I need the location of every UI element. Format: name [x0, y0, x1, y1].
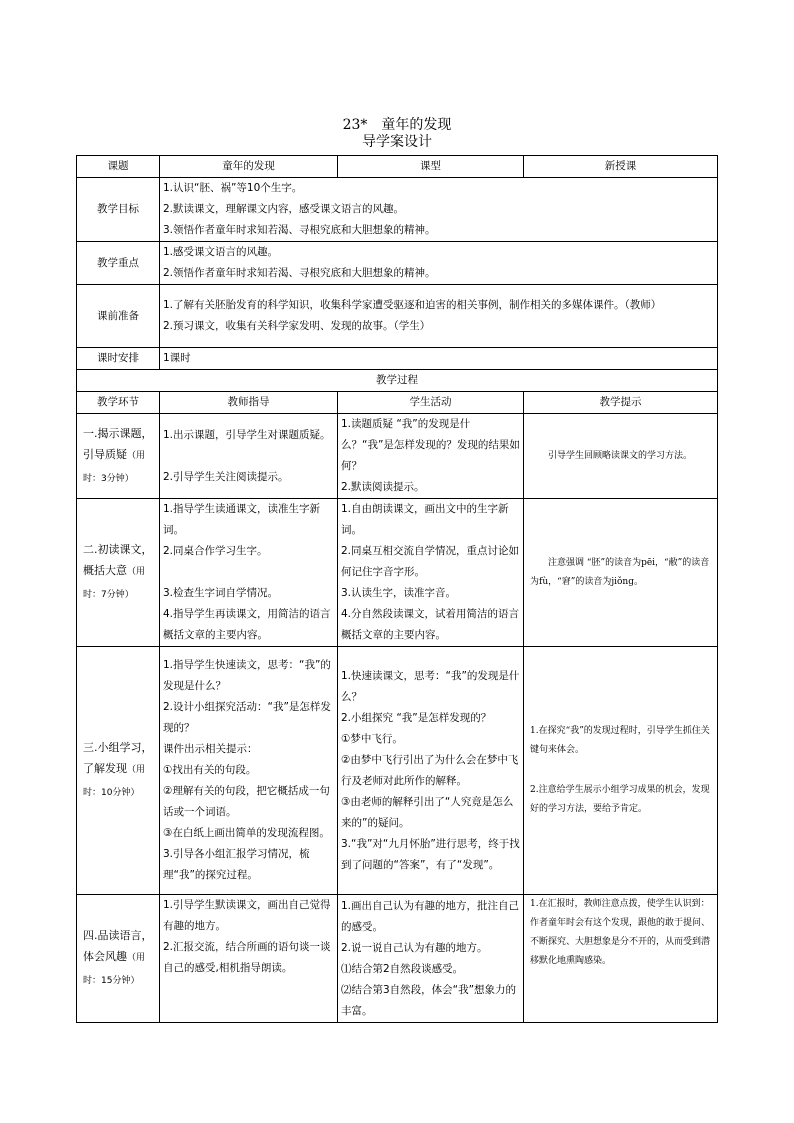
student-step: 4.分自然段读课文，试着用简洁的语言概括文章的主要内容。	[341, 608, 520, 641]
student-step: 2.说一说自己认为有趣的地方。	[341, 941, 488, 954]
prep-item: 1.了解有关胚胎发育的科学知识，收集科学家遭受驱逐和迫害的相关事例，制作相关的多媒体课件。（教师）	[163, 299, 662, 311]
teacher-guidance-cell	[160, 647, 338, 895]
prep-cell	[160, 285, 718, 348]
student-step: 1.读题质疑 “我”的发现是什么？“我”是怎样发现的？发现的结果如何？	[341, 418, 520, 472]
stage-name: 一.揭示课题，引导质疑	[83, 426, 153, 461]
topic-label: 课题	[77, 156, 160, 178]
stage-duration: （用时：15分钟）	[83, 953, 146, 986]
info-row-hours	[77, 348, 718, 370]
student-step: ⑴结合第2自然段谈感受。	[341, 962, 464, 975]
teacher-step: 1.指导学生快速读文，思考：“我”的发现是什么？	[163, 659, 331, 692]
keypoints-cell	[160, 242, 718, 285]
process-header-row	[77, 392, 718, 414]
stage-name: 三.小组学习，了解发现	[83, 741, 153, 775]
student-step: 1.快速读课文，思考：“我”的发现是什么？	[341, 669, 520, 703]
lesson-number: 23*	[342, 117, 368, 133]
stage-duration: （用时：3分钟）	[83, 450, 146, 484]
student-step: ②由梦中飞行引出了为什么会在梦中飞行及老师对此所作的解释。	[341, 753, 519, 787]
teacher-guidance-cell	[160, 414, 338, 499]
teacher-step: ①找出有关的句段。	[163, 764, 257, 776]
process-title-row	[77, 370, 718, 392]
spacer	[163, 562, 334, 583]
stage-cell	[77, 647, 160, 895]
teaching-tip-cell	[524, 414, 718, 499]
student-activity-cell	[338, 647, 524, 895]
spacer	[163, 446, 334, 467]
type-value: 新授课	[524, 156, 718, 178]
teaching-tip: 2.注意给学生展示小组学习成果的机会，发现好的学习方法，要给予肯定。	[530, 785, 710, 814]
document-subtitle: 导学案设计	[362, 134, 432, 150]
teacher-step: 3.引导各小组汇报学习情况，梳理“我”的探究过程。	[163, 848, 310, 881]
process-row	[77, 895, 718, 1023]
process-row	[77, 647, 718, 895]
spacer	[530, 760, 713, 781]
teacher-step: 3.检查生字词自学情况。	[163, 587, 279, 599]
teacher-step: 1.出示课题，引导学生对课题质疑。	[163, 428, 331, 441]
objective-item: 2.默读课文，理解课文内容，感受课文语言的风趣。	[163, 203, 405, 215]
lesson-title	[0, 117, 794, 133]
info-row-objectives	[77, 178, 718, 242]
teacher-step: 1.引导学生默读课文，画出自己觉得有趣的地方。	[163, 899, 331, 932]
process-section-title: 教学过程	[77, 370, 718, 392]
student-activity-cell	[338, 414, 524, 499]
column-header: 教师指导	[160, 392, 338, 414]
student-step: 1.自由朗读课文，画出文中的生字新词。	[341, 503, 509, 536]
stage-cell	[77, 499, 160, 647]
student-step: 1.画出自己认为有趣的地方，批注自己的感受。	[341, 899, 520, 933]
student-step: 3.认读生字，读准字音。	[341, 587, 457, 599]
process-row	[77, 499, 718, 647]
info-row-topic	[77, 156, 718, 178]
student-step: 2.默读阅读提示。	[341, 481, 425, 493]
stage-duration: （用时：10分钟）	[83, 765, 146, 798]
teacher-guidance-cell	[160, 895, 338, 1023]
student-activity-cell	[338, 895, 524, 1023]
teacher-step: 2.同桌合作学习生字。	[163, 545, 268, 557]
teacher-guidance-cell	[160, 499, 338, 647]
student-step: ③由老师的解释引出了“人究竟是怎么来的”的疑问。	[341, 795, 514, 829]
teacher-step: 4.指导学生再读课文，用简洁的语言概括文章的主要内容。	[163, 608, 331, 641]
teacher-step: 2.引导学生关注阅读提示。	[163, 470, 289, 483]
teacher-step: ③在白纸上画出简单的发现流程图。	[163, 827, 330, 839]
teaching-tip-cell	[524, 895, 718, 1023]
student-step: ①梦中飞行。	[341, 732, 403, 745]
stage-duration: （用时：7分钟）	[83, 567, 146, 600]
lesson-title-text: 童年的发现	[381, 117, 452, 133]
objectives-label: 教学目标	[77, 178, 160, 242]
student-step: 2.同桌互相交流自学情况，重点讨论如何记住字音字形。	[341, 545, 520, 578]
teaching-tip-cell	[524, 647, 718, 895]
teaching-tip: 注意强调 “胚”的读音为pēi，“敝”的读音为fù，“窘”的读音为jiǒng。	[530, 557, 710, 587]
info-row-prep	[77, 285, 718, 348]
process-row	[77, 414, 718, 499]
keypoint-item: 2.领悟作者童年时求知若渴、寻根究底和大胆想象的精神。	[163, 267, 436, 279]
column-header: 教学提示	[524, 392, 718, 414]
student-activity-cell	[338, 499, 524, 647]
column-header: 学生活动	[338, 392, 524, 414]
stage-name: 二.初读课文，概括大意	[83, 543, 153, 577]
student-step: 3.“我”对“九月怀胎”进行思考，终于找到了问题的“答案”，有了“发现”。	[341, 837, 520, 871]
info-row-keypoints	[77, 242, 718, 285]
teacher-step: ②理解有关的句段，把它概括成一句话或一个词语。	[163, 785, 330, 818]
keypoint-item: 1.感受课文语言的风趣。	[163, 246, 279, 258]
column-header: 教学环节	[77, 392, 160, 414]
objective-item: 1.认识“胚、祸”等10个生字。	[163, 182, 303, 194]
type-label: 课型	[338, 156, 524, 178]
teaching-tip: 1.在汇报时，教师注意点拨，使学生认识到：作者童年时会有这个发现，跟他的敢于提问、不断探究、大胆想象是分不开的，从而受到潜移默化地熏陶感染。	[530, 899, 711, 966]
student-step: 2.小组探究 “我”是怎样发现的？	[341, 711, 492, 724]
topic-value: 童年的发现	[160, 156, 338, 178]
prep-label: 课前准备	[77, 285, 160, 348]
teacher-step: 1.指导学生读通课文，读准生字新词。	[163, 503, 321, 536]
teaching-tip: 1.在探究“我”的发现过程时，引导学生抓住关键句来体会。	[530, 726, 710, 755]
student-step: ⑵结合第3自然段，体会“我”想象力的丰富。	[341, 983, 517, 1017]
hours-value: 1课时	[160, 348, 718, 370]
objectives-cell	[160, 178, 718, 242]
stage-cell	[77, 414, 160, 499]
teacher-step: 课件出示相关提示：	[163, 743, 258, 755]
keypoints-label: 教学重点	[77, 242, 160, 285]
teaching-tip-cell	[524, 499, 718, 647]
teacher-step: 2.设计小组探究活动：“我”是怎样发现的？	[163, 701, 331, 734]
lesson-plan-table	[76, 155, 718, 1023]
prep-item: 2.预习课文，收集有关科学家发明、发现的故事。（学生）	[163, 320, 431, 332]
stage-name: 四.品读语言，体会风趣	[83, 929, 153, 963]
hours-label: 课时安排	[77, 348, 160, 370]
teaching-tip: 引导学生回顾略读课文的学习方法。	[548, 450, 693, 461]
stage-cell	[77, 895, 160, 1023]
teacher-step: 2.汇报交流，结合所画的语句谈一谈自己的感受,相机指导朗读。	[163, 941, 331, 974]
objective-item: 3.领悟作者童年时求知若渴、寻根究底和大胆想象的精神。	[163, 224, 436, 236]
